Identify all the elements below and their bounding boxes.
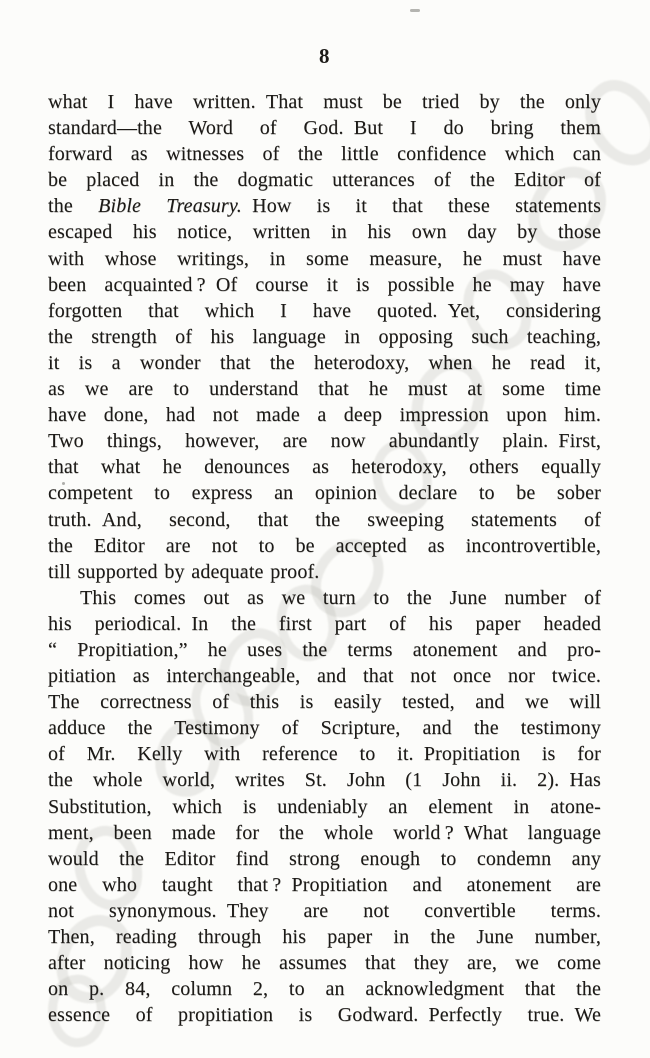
text-segment: on p. 84, column 2, to an acknowledgment that the [48, 978, 601, 1001]
text-line [48, 767, 601, 793]
text-segment: of Mr. Kelly with reference to it. Propitiation is for [48, 743, 601, 766]
text-line [48, 89, 601, 115]
text-segment: the whole world, writes St. John (1 John ii. 2). Has [48, 769, 601, 792]
text-line [48, 350, 601, 376]
text-line [48, 924, 601, 950]
text-segment: with whose writings, in some measure, he must have [48, 247, 601, 270]
text-line [48, 846, 601, 872]
text-segment: after noticing how he assumes that they are, we come [48, 952, 601, 975]
text-line [48, 663, 601, 689]
text-segment: that what he denounces as heterodoxy, others equally [48, 456, 601, 479]
text-line [48, 324, 601, 350]
text-line [48, 1002, 601, 1028]
text-segment: forward as witnesses of the little confidence which can [48, 143, 601, 166]
text-line [48, 715, 601, 741]
text-segment: his periodical. In the first part of his paper headed [48, 612, 601, 635]
text-segment: The correctness of this is easily tested, and we will [48, 691, 601, 714]
text-line [48, 689, 601, 715]
text-segment: till supported by adequate proof. [48, 560, 320, 583]
text-line [48, 559, 601, 585]
text-segment: truth. And, second, that the sweeping statements of [48, 508, 601, 531]
text-segment: competent to express an opinion declare to be sober [48, 482, 601, 505]
text-line [48, 219, 601, 245]
text-segment: been acquainted ? Of course it is possible he may have [48, 273, 601, 296]
text-segment: what I have written. That must be tried by the only [48, 91, 601, 113]
text-segment: the Editor are not to be accepted as incontrovertible, [48, 534, 601, 557]
page-number: 8 [319, 44, 330, 68]
text-line [48, 454, 601, 480]
text-line [48, 480, 601, 506]
text-line [48, 976, 601, 1002]
text-segment: adduce the Testimony of Scripture, and the testimony [48, 717, 601, 740]
text-line [48, 115, 601, 141]
text-line [48, 585, 601, 611]
italic-book-title: Bible Treasury. [98, 195, 242, 218]
text-segment: ment, been made for the whole world ? What language [48, 821, 601, 844]
text-segment: be placed in the dogmatic utterances of the Editor of [48, 169, 601, 192]
text-line [48, 272, 601, 298]
text-segment: not synonymous. They are not convertible terms. [48, 899, 601, 922]
text-line [48, 376, 601, 402]
text-line [48, 167, 601, 193]
text-line [48, 611, 601, 637]
text-block [48, 89, 601, 1028]
text-line [48, 402, 601, 428]
text-line [48, 428, 601, 454]
text-segment: Two things, however, are now abundantly plain. First, [48, 430, 601, 453]
text-segment: forgotten that which I have quoted. Yet, considering [48, 299, 601, 322]
text-segment: it is a wonder that the heterodoxy, when he read it, [48, 351, 601, 374]
text-segment: Substitution, which is undeniably an element in atone- [48, 795, 601, 818]
text-segment: would the Editor find strong enough to condemn any [48, 847, 601, 870]
text-segment: as we are to understand that he must at some time [48, 378, 601, 401]
scan-artifact-dash [410, 9, 420, 12]
text-segment: “ Propitiation,” he uses the terms atonement and pro- [48, 638, 601, 661]
text-segment: one who taught that ? Propitiation and atonement are [48, 873, 601, 896]
text-line [48, 898, 601, 924]
text-segment: Then, reading through his paper in the June number, [48, 926, 601, 948]
text-line [48, 820, 601, 846]
text-segment: How is it that these statements [241, 195, 602, 218]
text-segment: essence of propitiation is Godward. Perfectly true. We [48, 1004, 601, 1027]
text-segment: escaped his notice, written in his own day by those [48, 221, 601, 244]
text-line [48, 794, 601, 820]
text-line [48, 507, 601, 533]
text-line [48, 741, 601, 767]
text-line [48, 141, 601, 167]
text-segment: the [48, 195, 99, 218]
text-segment: have done, had not made a deep impression upon him. [48, 404, 601, 427]
text-segment: the strength of his language in opposing such teaching, [48, 325, 601, 348]
text-line [48, 298, 601, 324]
text-line [48, 533, 601, 559]
text-line [48, 950, 601, 976]
text-line [48, 637, 601, 663]
text-line [48, 246, 601, 272]
text-line [48, 872, 601, 898]
text-segment: pitiation as interchangeable, and that not once nor twice. [48, 665, 601, 688]
text-segment: This comes out as we turn to the June number of [80, 586, 601, 609]
text-segment: standard—the Word of God. But I do bring them [48, 117, 601, 140]
text-line [48, 193, 601, 219]
